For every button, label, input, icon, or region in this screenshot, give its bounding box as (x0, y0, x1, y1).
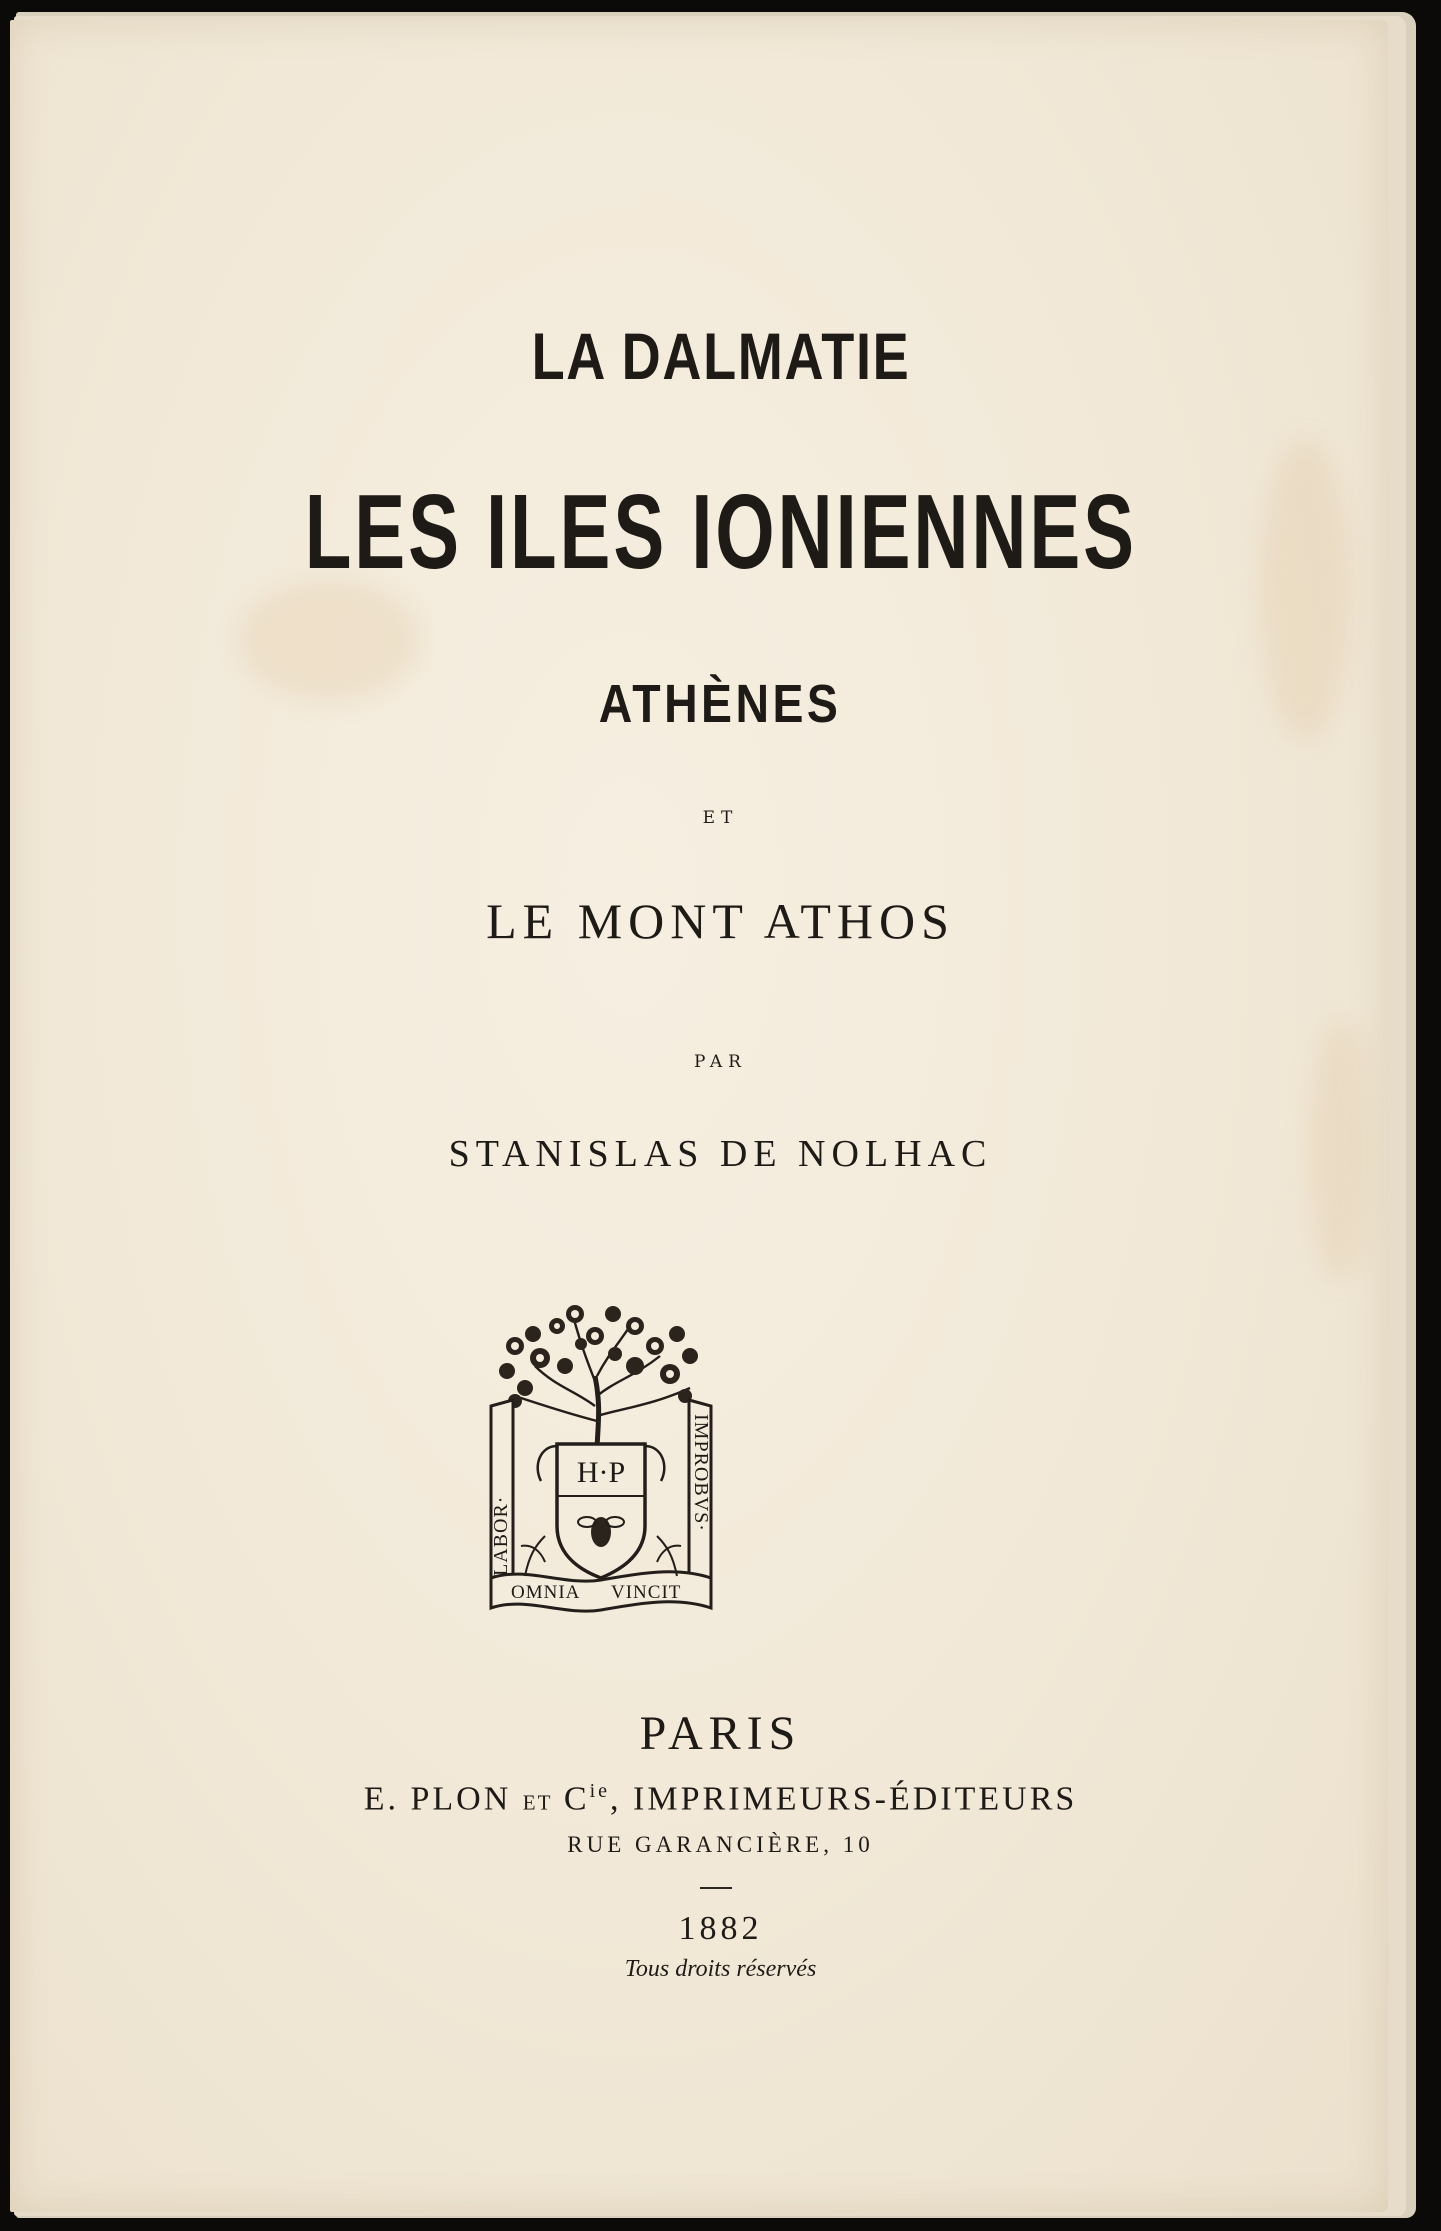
divider-rule (700, 1887, 732, 1889)
motto-bottom-right: VINCIT (611, 1582, 682, 1603)
motto-left: LABOR· (490, 1495, 512, 1576)
conjunction: ET (702, 808, 739, 828)
rights-notice: Tous droits réservés (624, 1956, 817, 1982)
publication-city: PARIS (639, 1707, 802, 1760)
title-line-4: LE MONT ATHOS (486, 893, 955, 949)
printer-mark-emblem (485, 1296, 717, 1614)
by-line: PAR (694, 1052, 747, 1072)
title-line-1: LA DALMATIE (531, 319, 910, 393)
publisher-address: RUE GARANCIÈRE, 10 (567, 1832, 874, 1857)
motto-bottom-left: OMNIA (511, 1582, 581, 1603)
publisher-line: E. PLON ET $C^{ie}$, IMPRIMEURS-ÉDITEURS (363, 1780, 1078, 1818)
author-name: STANISLAS DE NOLHAC (448, 1133, 993, 1175)
monogram: H·P (576, 1456, 626, 1489)
title-line-2: LES ILES IONIENNES (304, 473, 1137, 591)
motto-right: IMPROBVS· (690, 1414, 712, 1532)
title-line-3: ATHÈNES (599, 674, 842, 734)
publication-year: 1882 (678, 1910, 763, 1947)
